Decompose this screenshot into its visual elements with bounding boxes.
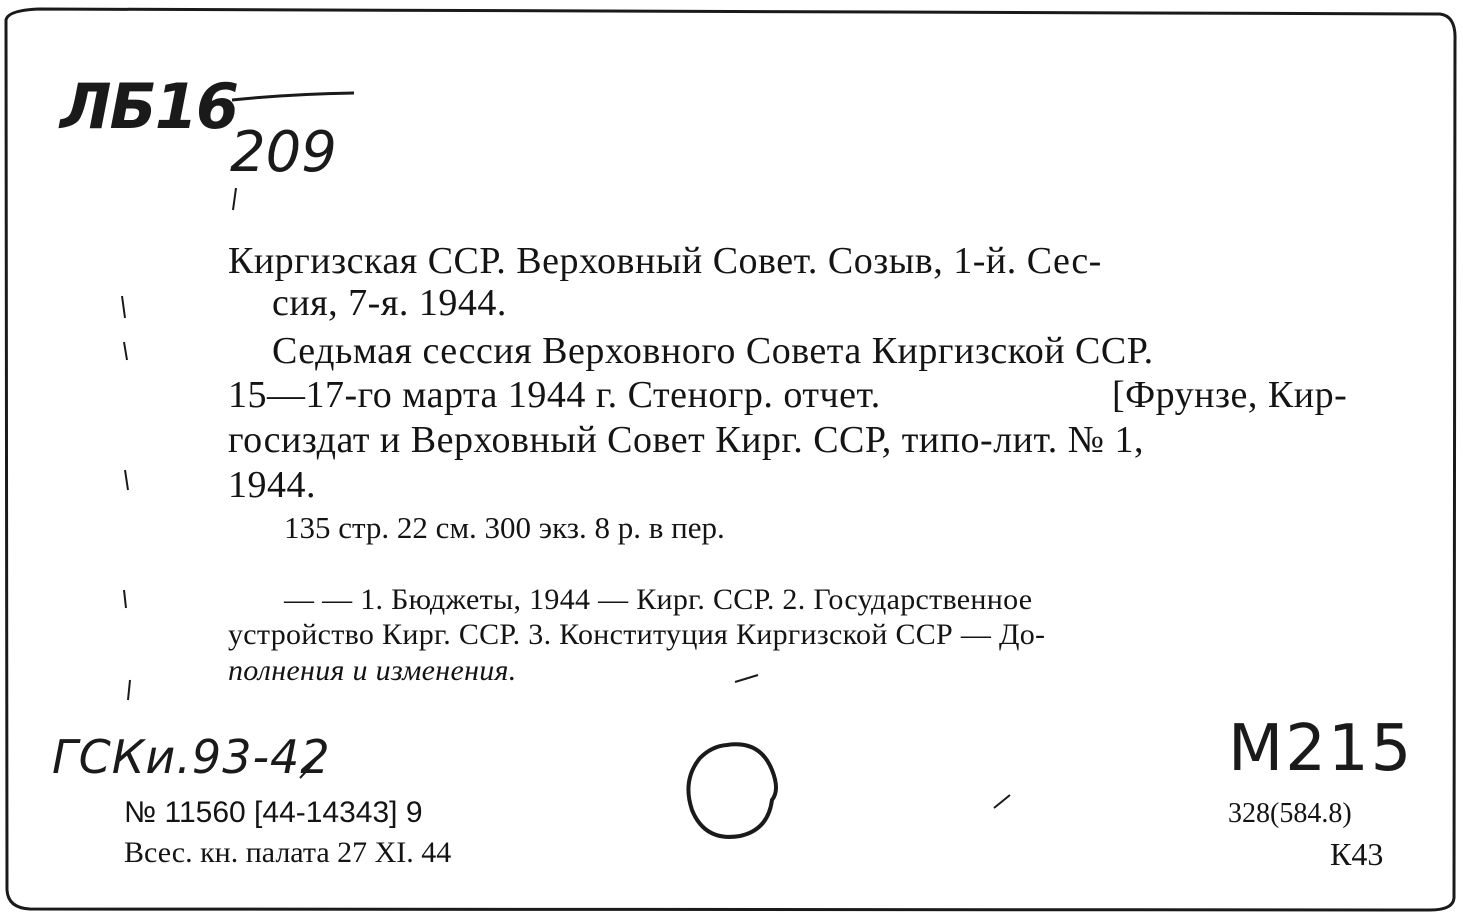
subject-line-3: полнения и изменения.	[228, 654, 517, 687]
book-chamber: Всес. кн. палата 27 XI. 44	[124, 836, 452, 869]
record-number: № 11560 [44-14343] 9	[124, 796, 423, 829]
title-line-4: 1944.	[228, 464, 316, 506]
classification-number: 328(584.8)	[1228, 798, 1352, 829]
shelf-mark-code: ЛБ16	[60, 70, 238, 143]
stamp-circle	[688, 744, 776, 837]
handwritten-gsk-number: ГСКи.93-42	[52, 730, 331, 784]
heading-line-1: Киргизская ССР. Верховный Совет. Созыв, 1-й. Сес-	[228, 240, 1102, 282]
stray-dash	[735, 675, 758, 682]
title-line-2-left: 15—17-го марта 1944 г. Стеногр. отчет.	[228, 374, 881, 416]
shelf-mark-number: 209	[230, 120, 337, 185]
collation: 135 стр. 22 см. 300 экз. 8 р. в пер.	[284, 510, 725, 545]
shelf-mark-tick	[233, 188, 236, 210]
shelf-mark-rule	[232, 93, 354, 100]
title-line-1: Седьмая сессия Верховного Совета Киргизской ССР.	[272, 330, 1154, 372]
author-mark: К43	[1330, 836, 1384, 872]
title-line-2-right: [Фрунзе, Кир-	[1112, 374, 1348, 416]
margin-marks	[122, 296, 130, 700]
heading-line-2: сия, 7-я. 1944.	[272, 282, 507, 324]
subject-line-2: устройство Кирг. ССР. 3. Конституция Киргизской ССР — До-	[228, 618, 1046, 651]
title-line-3: госиздат и Верховный Совет Кирг. ССР, типо-лит. № 1,	[228, 419, 1145, 461]
stray-slash	[994, 795, 1010, 808]
handwritten-m-number: М215	[1228, 712, 1414, 786]
subject-line-1: — — 1. Бюджеты, 1944 — Кирг. ССР. 2. Государственное	[284, 583, 1033, 616]
